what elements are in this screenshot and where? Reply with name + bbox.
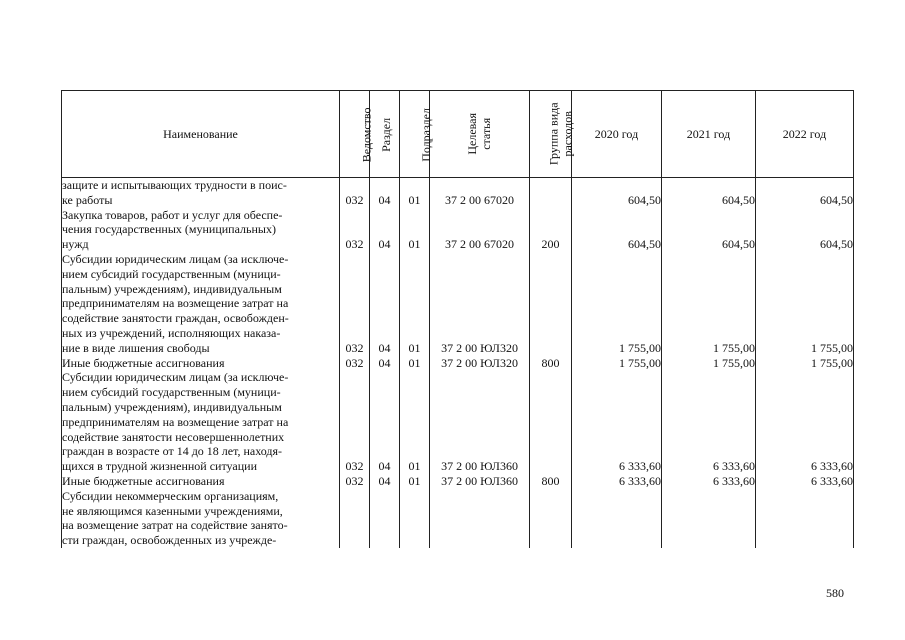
row-dept: 032	[340, 356, 370, 371]
header-target	[430, 91, 530, 178]
row-name-line: Субсидии юридическим лицам (за исключе-	[62, 251, 289, 266]
row-name-line: Иные бюджетные ассигнования	[62, 473, 225, 488]
row-name-line: на возмещение затрат на содействие занято-	[62, 518, 288, 533]
row-name-line: ных из учреждений, исполняющих наказа-	[62, 325, 281, 340]
row-name-line: содействие занятости несовершеннолетних	[62, 429, 285, 444]
row-dept: 032	[340, 252, 370, 356]
row-amount-2022: 6 333,60	[756, 474, 854, 489]
table-body	[62, 178, 854, 548]
row-amount-2021	[662, 489, 756, 548]
row-section: 04	[370, 208, 400, 252]
row-dept: 032	[340, 474, 370, 489]
row-dept: 032	[340, 208, 370, 252]
table-row	[62, 370, 854, 474]
row-amount-2022: 1 755,00	[756, 356, 854, 371]
header-subsection-label: Подраздел	[418, 107, 433, 162]
row-name-line: нужд	[62, 237, 89, 252]
row-amount-2021: 1 755,00	[662, 252, 756, 356]
row-name	[62, 474, 340, 489]
row-amount-2020: 1 755,00	[572, 252, 662, 356]
row-name	[62, 370, 340, 474]
row-name-line: чения государственных (муниципальных)	[62, 222, 276, 237]
row-amount-2021: 1 755,00	[662, 356, 756, 371]
row-group	[530, 178, 572, 208]
row-name	[62, 178, 340, 208]
row-group	[530, 370, 572, 474]
header-group-line2: расходов	[560, 111, 575, 157]
row-subsection	[400, 489, 430, 548]
budget-table	[61, 90, 854, 548]
table-row	[62, 252, 854, 356]
row-name-line: Иные бюджетные ассигнования	[62, 355, 225, 370]
header-dept-label: Ведомство	[359, 107, 374, 162]
row-name-line: Субсидии юридическим лицам (за исключе-	[62, 370, 289, 385]
table-row	[62, 489, 854, 548]
row-target: 37 2 00 ЮЛ320	[430, 252, 530, 356]
row-name-line: пальным) учреждениям), индивидуальным	[62, 399, 282, 414]
table-row	[62, 474, 854, 489]
table-row	[62, 178, 854, 208]
row-amount-2020: 604,50	[572, 178, 662, 208]
row-amount-2022: 6 333,60	[756, 370, 854, 474]
row-name-line: предпринимателям на возмещение затрат на	[62, 414, 289, 429]
header-2021	[662, 91, 756, 178]
table-row	[62, 356, 854, 371]
row-amount-2022: 604,50	[756, 178, 854, 208]
row-name-line: не являющимся казенными учреждениями,	[62, 503, 283, 518]
row-section	[370, 489, 400, 548]
row-target: 37 2 00 ЮЛ360	[430, 370, 530, 474]
header-2020	[572, 91, 662, 178]
row-name	[62, 489, 340, 548]
row-amount-2021: 604,50	[662, 178, 756, 208]
row-name	[62, 356, 340, 371]
row-dept: 032	[340, 370, 370, 474]
row-amount-2020: 6 333,60	[572, 474, 662, 489]
header-section-label: Раздел	[379, 117, 394, 152]
row-target: 37 2 00 67020	[430, 178, 530, 208]
row-name-line: сти граждан, освобожденных из учрежде-	[62, 533, 277, 548]
header-2022	[756, 91, 854, 178]
header-subsection	[400, 91, 433, 178]
row-section: 04	[370, 178, 400, 208]
header-group	[530, 91, 575, 178]
row-dept	[340, 489, 370, 548]
row-name-line: Закупка товаров, работ и услуг для обеспе-	[62, 207, 283, 222]
header-2022-label: 2022 год	[782, 126, 827, 141]
row-amount-2020: 1 755,00	[572, 356, 662, 371]
row-amount-2021: 604,50	[662, 208, 756, 252]
row-name-line: ние в виде лишения свободы	[62, 340, 210, 355]
header-target-line1: Целевая	[464, 113, 479, 155]
row-group: 800	[530, 356, 572, 371]
row-name	[62, 252, 340, 356]
row-subsection: 01	[400, 474, 430, 489]
header-group-line1: Группа вида	[546, 102, 561, 166]
row-subsection: 01	[400, 370, 430, 474]
header-target-label	[466, 113, 494, 155]
row-dept: 032	[340, 178, 370, 208]
row-amount-2021: 6 333,60	[662, 474, 756, 489]
row-name-line: граждан в возрасте от 14 до 18 лет, находя-	[62, 444, 283, 459]
row-section: 04	[370, 356, 400, 371]
row-section: 04	[370, 474, 400, 489]
header-name	[62, 91, 340, 178]
row-group	[530, 252, 572, 356]
page-number: 580	[826, 586, 844, 600]
row-name	[62, 208, 340, 252]
row-group	[530, 489, 572, 548]
row-name-line: Субсидии некоммерческим организациям,	[62, 488, 279, 503]
row-subsection: 01	[400, 356, 430, 371]
header-target-line2: статья	[478, 117, 493, 150]
table-row	[62, 208, 854, 252]
table-header	[62, 91, 854, 178]
row-target	[430, 489, 530, 548]
row-name-line: нием субсидий государственным (муници-	[62, 266, 281, 281]
row-amount-2020	[572, 489, 662, 548]
row-name-line: защите и испытывающих трудности в поис-	[62, 178, 287, 192]
row-target: 37 2 00 ЮЛ320	[430, 356, 530, 371]
row-subsection: 01	[400, 208, 430, 252]
row-target: 37 2 00 67020	[430, 208, 530, 252]
row-section: 04	[370, 252, 400, 356]
row-amount-2022: 604,50	[756, 208, 854, 252]
row-target: 37 2 00 ЮЛ360	[430, 474, 530, 489]
row-name-line: пальным) учреждениям), индивидуальным	[62, 281, 282, 296]
row-amount-2020: 6 333,60	[572, 370, 662, 474]
header-dept	[340, 91, 374, 178]
header-name-label: Наименование	[163, 126, 238, 141]
row-section: 04	[370, 370, 400, 474]
row-name-line: содействие занятости граждан, освобожден-	[62, 311, 289, 326]
row-amount-2020: 604,50	[572, 208, 662, 252]
row-amount-2021: 6 333,60	[662, 370, 756, 474]
row-group: 800	[530, 474, 572, 489]
header-2020-label: 2020 год	[594, 126, 639, 141]
row-name-line: нием субсидий государственным (муници-	[62, 385, 281, 400]
row-name-line: щихся в трудной жизненной ситуации	[62, 459, 257, 474]
row-group: 200	[530, 208, 572, 252]
row-amount-2022	[756, 489, 854, 548]
header-2021-label: 2021 год	[686, 126, 731, 141]
row-subsection: 01	[400, 178, 430, 208]
header-group-label	[548, 103, 576, 166]
row-name-line: ке работы	[62, 192, 113, 207]
row-name-line: предпринимателям на возмещение затрат на	[62, 296, 289, 311]
row-subsection: 01	[400, 252, 430, 356]
row-amount-2022: 1 755,00	[756, 252, 854, 356]
